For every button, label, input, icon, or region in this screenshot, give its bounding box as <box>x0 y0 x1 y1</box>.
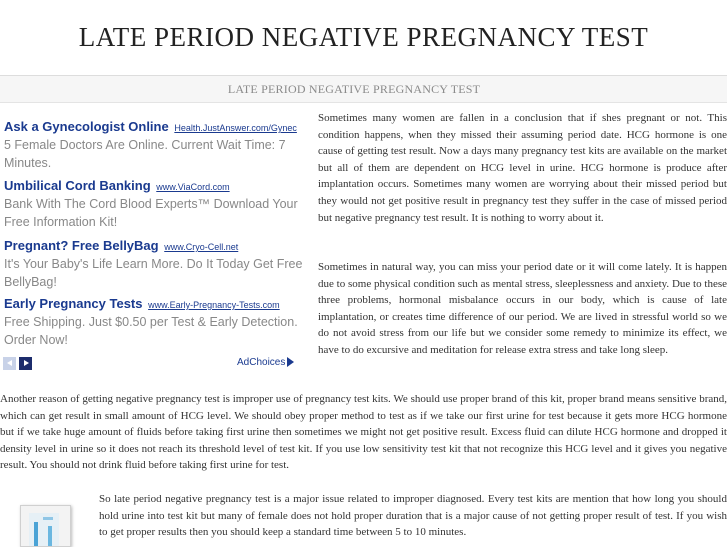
ad-title-link[interactable]: Pregnant? Free BellyBag <box>4 238 159 253</box>
ad-url-link[interactable]: www.Early-Pregnancy-Tests.com <box>148 300 280 310</box>
ad-item[interactable] <box>4 238 304 291</box>
article-paragraph: Sometimes many women are fallen in a conclusion that if shes pregnant or not. This condition happens, when they missed their assuming period date. HCG hormone is one cause of getting test result. Now a days many pregnancy test kits are available on the market but all of them are dependent on HCG level in urine. HCG hormone is produce after implantation occurs. Sometimes many women are worrying about their missed period but they would not get positive result in pregnancy test they suffer in the case of missed period but negative pregnancy test result. It is nothing to worry about it. <box>318 112 727 224</box>
ad-url-link[interactable]: www.ViaCord.com <box>156 182 230 192</box>
chevron-left-icon[interactable] <box>3 357 16 370</box>
adchoices-label: AdChoices <box>237 357 286 368</box>
ad-description: It's Your Baby's Life Learn More. Do It Today Get Free BellyBag! <box>4 257 303 289</box>
site-title[interactable]: LATE PERIOD NEGATIVE PREGNANCY TEST <box>78 22 649 52</box>
ad-heading <box>4 238 304 253</box>
article-paragraph: Sometimes in natural way, you can miss your period date or it will come lately. It is happen due to some physical condition such as mental stress, sleeplessness and anxiety. Due to these three problems, hormonal misbalance occurs in our body, which is cause of late implantation, or creates time difference of our period. We are lived in stressful world so we do not avoid stress from our life but we consider some remedy to minimize its effect, we have to do excursive and meditation for release extra stress and take long sleep. <box>318 261 727 356</box>
ad-item[interactable] <box>4 296 304 349</box>
ad-url-link[interactable]: Health.JustAnswer.com/Gynec <box>174 123 297 133</box>
pregnancy-test-thumbnail <box>20 505 71 547</box>
article-paragraph: So late period negative pregnancy test is a major issue related to improper diagnosed. Every test kits are mention that how long you should hold urine into test kit but many of female does not hold proper duration that is a major cause of not getting proper result of test. If you wish to get proper results then you should keep a standard time between 5 to 10 minutes. <box>99 493 727 539</box>
ad-title-link[interactable]: Ask a Gynecologist Online <box>4 119 169 134</box>
post-title[interactable]: LATE PERIOD NEGATIVE PREGNANCY TEST <box>227 82 481 96</box>
thumbnail-bar <box>34 522 38 546</box>
ad-pagination <box>3 357 35 375</box>
ad-url-link[interactable]: www.Cryo-Cell.net <box>164 242 239 252</box>
ad-heading <box>4 119 304 134</box>
thumbnail-bar <box>43 517 53 520</box>
chevron-right-icon[interactable] <box>19 357 32 370</box>
ad-description: Free Shipping. Just $0.50 per Test & Early Detection. Order Now! <box>4 315 298 347</box>
ad-description: Bank With The Cord Blood Experts™ Download Your Free Information Kit! <box>4 197 298 229</box>
ad-item[interactable] <box>4 178 304 231</box>
thumbnail-bar <box>48 526 52 546</box>
ad-heading <box>4 296 304 311</box>
ad-description: 5 Female Doctors Are Online. Current Wait Time: 7 Minutes. <box>4 138 286 170</box>
ad-heading <box>4 178 304 193</box>
ad-title-link[interactable]: Umbilical Cord Banking <box>4 178 151 193</box>
ad-title-link[interactable]: Early Pregnancy Tests <box>4 296 143 311</box>
ad-unit <box>0 113 306 375</box>
adchoices-link[interactable] <box>237 357 294 368</box>
article-paragraph: Another reason of getting negative pregnancy test is improper use of pregnancy test kits. We should use proper brand of this kit, proper brand means sensitive brand, which can get result in small amount of HCG level. We should obey proper method to test as if we take our first urine for test because it gets more HCG hormone but if we take huge amount of fluids before taking first urine then sometimes we might not get positive result. Excess fluid can dilute HCG hormone and dropped it density level in urine so it does not reach its threshold level of test kit. If you use low sensitivity test kit that not recognize this HCG level and it gives you negative result. You should not drink fluid before taking first urine for test. <box>0 393 727 472</box>
ad-item[interactable] <box>4 119 304 172</box>
play-triangle-icon <box>287 357 294 367</box>
